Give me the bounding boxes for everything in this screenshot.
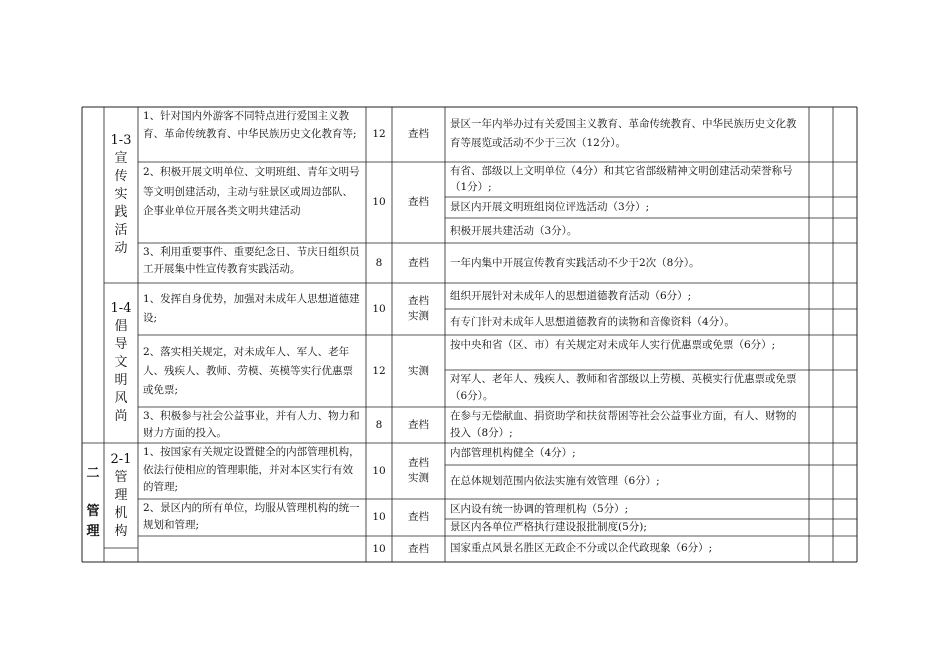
method-cell: 查档 [408,196,429,208]
subsection-title-char: 动 [114,241,128,256]
subsection-title-char: 导 [114,337,128,352]
item-text: 1、针对国内外游客不同特点进行爱国主义教育、革命传统教育、中华民族历史文化教育等; [143,110,357,140]
section-two-title-char: 理 [86,523,100,539]
subsection-code: 1-3 [110,133,132,148]
subsection-title-char: 倡 [114,319,128,334]
subsection-title-char: 明 [114,373,128,388]
section-two-label [82,443,104,562]
criteria-text: 景区内各单位严格执行建设报批制度(5分); [450,521,647,533]
method-cell: 查档 [408,542,429,555]
score-cell: 12 [372,364,386,377]
subsection-title-char: 尚 [114,409,128,424]
criteria-text: 国家重点风景名胜区无政企不分或以企代政现象（6分）; [450,542,713,554]
method-cell: 实测 [408,364,429,377]
score-cell: 10 [372,302,386,315]
criteria-text: 有专门针对未成年人思想道德教育的读物和音像资料（4分）。 [450,316,735,328]
section-two-number: 二 [86,465,100,481]
method-cell: 查档 [408,511,429,523]
subsection-code: 2-1 [110,451,132,467]
score-cell: 10 [372,511,386,523]
subsection-title-char: 实 [114,187,128,202]
subsection-title-char: 传 [114,169,128,184]
subsection-title-char: 活 [114,223,128,238]
item-text: 3、积极参与社会公益事业，并有人力、物力和财力方面的投入。 [143,410,360,439]
subsection-1-3 [104,107,138,283]
subsection-title-char: 文 [114,355,128,370]
criteria-text: 组织开展针对未成年人的思想道德教育活动（6分）; [450,290,692,302]
method-cell: 查档 [408,256,429,269]
subsection-title-char: 机 [114,505,128,521]
subsection-code: 1-4 [110,301,132,316]
criteria-text: 积极开展共建活动（3分）。 [450,225,578,237]
subsection-title-char: 宣 [114,151,128,166]
item-text: 2、积极开展文明单位、文明班组、青年文明号等文明创建活动，主动与驻景区或周边部队、企事业单位开展各类文明共建活动 [143,166,360,217]
item-text [138,536,366,562]
method-cell: 查档 实测 [408,295,429,322]
subsection-title-char: 理 [114,487,128,503]
subsection-title-char: 践 [114,205,128,220]
method-cell: 查档 [408,128,429,140]
method-cell: 查档 实测 [408,457,429,484]
criteria-text: 有省、部级以上文明单位（4分）和其它省部级精神文明创建活动荣誉称号（1分）; [450,165,793,193]
item-text: 1、按国家有关规定设置健全的内部管理机构，依法行使相应的管理职能，并对本区实行有效的管理; [143,446,360,493]
score-cell: 10 [372,464,386,477]
section-two-title-char: 管 [86,503,100,519]
criteria-text: 内部管理机构健全（4分）; [450,447,576,459]
item-text: 2、落实相关规定，对未成年人、军人、老年人、残疾人、教师、劳模、英模等实行优惠票或免票; [143,346,353,396]
score-cell: 10 [372,542,386,555]
item-text: 2、景区内的所有单位，均服从管理机构的统一规划和管理; [143,502,360,531]
score-cell: 8 [375,256,383,269]
subsection-1-4 [104,283,138,443]
score-cell: 10 [372,196,386,208]
criteria-text: 对军人、老年人、残疾人、教师和省部级以上劳模、英模实行优惠票或免票（6分）。 [450,373,797,402]
criteria-text: 在参与无偿献血、捐资助学和扶贫帮困等社会公益事业方面，有人、财物的投入（8分）; [450,410,797,439]
item-text: 1、发挥自身优势，加强对未成年人思想道德建设; [143,293,360,324]
criteria-text: 区内设有统一协调的管理机构（5分）; [450,503,629,515]
score-cell: 12 [372,128,386,140]
criteria-text: 按中央和省（区、市）有关规定对未成年人实行优惠票或免票（6分）; [450,339,776,351]
subsection-title-char: 管 [114,469,128,485]
criteria-text: 景区一年内举办过有关爱国主义教育、革命传统教育、中华民族历史文化教育等展览或活动不少于三次（12分）。 [450,118,797,149]
criteria-text: 在总体规划范围内依法实施有效管理（6分）; [450,475,660,487]
criteria-text: 一年内集中开展宣传教育实践活动不少于2次（8分）。 [450,257,700,269]
subsection-2-1 [104,443,138,548]
subsection-title-char: 风 [114,391,128,406]
score-cell: 8 [375,418,383,431]
method-cell: 查档 [408,418,429,431]
criteria-text: 景区内开展文明班组岗位评选活动（3分）; [450,201,650,213]
subsection-title-char: 构 [114,523,128,539]
item-text: 3、利用重要事件、重要纪念日、节庆日组织员工开展集中性宣传教育实践活动。 [143,246,360,275]
